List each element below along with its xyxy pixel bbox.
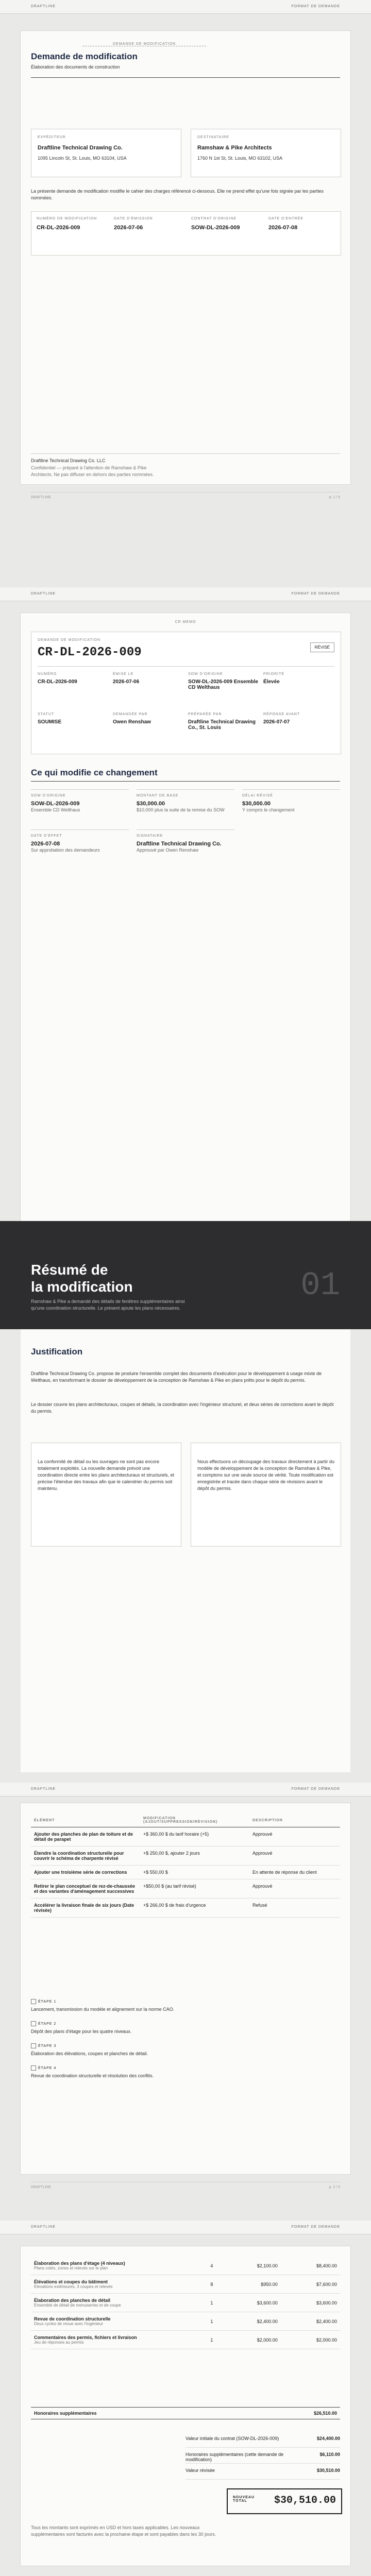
detail-cell-label: STATUT (38, 713, 55, 716)
justification-col-1-text: La conformité de détail ou les ouvrages ne sont pas encore totalement exploités. La nouvelle demande prévoit une coordination directe entre les plans architecturaux et structurels, et précise l'étendue des travaux afin que le calendrier du permis soit maintenu. (38, 1459, 175, 1491)
footer-brand: DRAFTLINE (31, 2185, 51, 2189)
footer-page: p. 1 / 5 (329, 496, 340, 499)
from-card (31, 129, 181, 177)
detail-cell (263, 713, 333, 725)
table-row (31, 2275, 340, 2294)
table-cell: $3,600.00 (316, 2300, 337, 2306)
grand-total-value: $30,510.00 (274, 2495, 336, 2506)
reference-grid (31, 211, 341, 256)
subtotal-label: Honoraires supplémentaires (34, 2411, 97, 2416)
banner-number: 01 (300, 1267, 340, 1304)
summary-cell-label: SIGNATAIRE (137, 834, 163, 838)
detail-cell (38, 672, 108, 685)
list-item-key: ÉTAPE 2 (38, 2022, 57, 2026)
checkbox-icon (31, 1999, 36, 2004)
changes-section-title: Ce qui modifie ce changement (31, 768, 158, 777)
details-number: CR-DL-2026-009 (38, 646, 142, 659)
list-item-text: Élaboration des élévations, coupes et planches de détail. (31, 2051, 148, 2056)
justification-sheet (21, 1329, 350, 1772)
checkbox-icon (31, 2065, 36, 2071)
summary-cell-value: 2026-07-08 (31, 841, 60, 847)
invoice-item-sub: Jeu de réponses au permis (34, 2340, 84, 2345)
table-cell (31, 2257, 202, 2275)
ref-contract-value: SOW-DL-2026-009 (191, 225, 240, 231)
table-cell: Ajouter une troisième série de corrections (34, 1870, 127, 1875)
detail-cell (263, 672, 333, 685)
invoice-item: Commentaires des permis, fichiers et livraison (34, 2335, 137, 2340)
header-right: FORMAT DE DEMANDE (291, 1787, 340, 1791)
table-cell: Approuvé (252, 1832, 273, 1837)
to-label: DESTINATAIRE (197, 135, 229, 139)
detail-cell-value: CR-DL-2026-009 (38, 679, 77, 685)
table-cell: $2,400.00 (316, 2318, 337, 2324)
table-cell: 4 (210, 2263, 213, 2268)
to-address: 1760 N 1st St, St. Louis, MO 63102, USA (197, 156, 283, 161)
changes-sheet (21, 1803, 350, 2174)
header-left: DRAFTLINE (31, 1787, 56, 1791)
footer-page: p. 2 / 5 (329, 2185, 340, 2189)
table-row (31, 2294, 340, 2312)
list-item (31, 2065, 340, 2079)
detail-cell (113, 713, 183, 725)
table-cell (31, 2294, 202, 2312)
ref-issue-date (114, 217, 183, 231)
list-item (31, 2021, 340, 2035)
banner-title-2: la modification (31, 1279, 133, 1295)
page-footer-3 (31, 2182, 340, 2189)
ref-effective-label: DATE D'ENTRÉE (268, 217, 303, 221)
ref-number (37, 217, 106, 231)
summary-cell-value: $30,000.00 (137, 801, 165, 807)
summary-banner (0, 1221, 371, 1329)
list-item-key: ÉTAPE 3 (38, 2044, 57, 2048)
list-item (31, 2043, 340, 2057)
banner-desc: Ramshaw & Pike a demandé des détails de fenêtres supplémentaires ainsi qu'une coordination structurelle. Le présent ajoute les plans nécessaires. (31, 1299, 185, 1311)
table-cell: Retirer le plan conceptuel de rez-de-chaussée et des variantes d'aménagement successives (34, 1884, 136, 1894)
invoice-item-sub: Elevations extérieures, 3 coupes et relevés (34, 2284, 113, 2289)
summary-cell (137, 829, 234, 854)
justification-col-2-text: Nous effectuons un découpage des travaux directement à partir du modèle de développement de la conception de Ramshaw & Pike, et comptons sur une seule source de vérité. Toute modification est enregistrée et tracée dans chaque série de révisions avant le dépôt du permis. (197, 1459, 335, 1491)
details-card (31, 632, 341, 754)
summary-cell (31, 789, 129, 814)
grand-total-label: NOUVEAU TOTAL (233, 2496, 255, 2503)
details-sheet (21, 613, 350, 1221)
invoice-sheet (21, 2246, 350, 2566)
summary-cell-label: SOW D'ORIGINE (31, 794, 66, 798)
checkbox-icon (31, 2021, 36, 2026)
total-line-value: $24,400.00 (316, 2436, 340, 2441)
justification-col-2 (191, 1443, 341, 1547)
total-line-label: Honoraires supplémentaires (cette demande de modification) (185, 2452, 284, 2462)
list-item-key: ÉTAPE 4 (38, 2066, 57, 2070)
table-cell: 8 (210, 2281, 213, 2287)
detail-cell-label: DEMANDÉE PAR (113, 713, 148, 716)
total-line-value: $6,110.00 (319, 2452, 340, 2457)
table-cell: $950.00 (261, 2281, 278, 2287)
header-left: DRAFTLINE (31, 592, 56, 596)
total-line (185, 2432, 340, 2448)
ref-contract (191, 217, 261, 231)
ref-effective-value: 2026-07-08 (268, 225, 298, 231)
to-card (191, 129, 341, 177)
detail-cell-value: SOUMISE (38, 719, 62, 725)
revised-button[interactable]: RÉVISÉ (310, 642, 334, 652)
subtotal-value: $26,510.00 (313, 2411, 337, 2416)
details-title-label: DEMANDE DE MODIFICATION (38, 638, 101, 642)
invoice-item: Élaboration des planches de détail (34, 2298, 111, 2303)
ref-number-value: CR-DL-2026-009 (37, 225, 80, 231)
cover-sheet (21, 31, 350, 484)
list-item-label (31, 1999, 340, 2004)
summary-cell-note: Ensemble CD Welthaus (31, 807, 80, 812)
table-cell: $3,600.00 (257, 2300, 278, 2306)
invoice-item: Élévations et coupes du bâtiment (34, 2279, 108, 2284)
from-address: 1095 Lincoln St, St. Louis, MO 63104, USA (38, 156, 127, 161)
justification-p2: Le dossier couvre les plans architecturaux, coupes et détails, la coordination avec l'ingénieur structurel, et deux séries de corrections avant le dépôt du permis. (31, 1402, 334, 1414)
footer-brand: DRAFTLINE (31, 496, 51, 499)
table-cell: +$ 250,00 $, ajouter 2 jours (143, 1851, 200, 1856)
list-item-text: Dépôt des plans d'étage pour les quatre niveaux. (31, 2029, 132, 2034)
table-cell (31, 2331, 202, 2349)
list-item-key: ÉTAPE 1 (38, 1999, 57, 2004)
from-label: EXPÉDITEUR (38, 135, 66, 139)
table-row (31, 1866, 340, 1879)
changes-header-desc: DESCRIPTION (252, 1818, 283, 1822)
table-cell: $8,400.00 (316, 2263, 337, 2268)
list-item (31, 1999, 340, 2013)
list-item-label (31, 2065, 340, 2071)
table-row (31, 2331, 340, 2349)
summary-cell (242, 789, 340, 814)
cover-kicker: DEMANDE DE MODIFICATION (82, 42, 206, 46)
table-row (31, 2257, 340, 2275)
detail-cell-value: Élevée (263, 679, 280, 685)
invoice-item: Revue de coordination structurelle (34, 2316, 111, 2321)
table-cell: 1 (210, 2337, 213, 2343)
table-row (31, 1899, 340, 1918)
totals-block (185, 2432, 340, 2480)
cover-subtitle: Élaboration des documents de construction (31, 64, 120, 70)
table-cell: +$ 550,00 $ (143, 1870, 168, 1875)
summary-cell-note: Sur approbation des demandeurs (31, 848, 100, 853)
detail-cell-label: PRÉPARÉE PAR (188, 713, 222, 716)
header-right: FORMAT DE DEMANDE (291, 592, 340, 596)
detail-cell-label: NUMÉRO (38, 672, 57, 676)
invoice-note: Tous les montants sont exprimés en USD et hors taxes applicables. Les nouveaux supplémentaires sont facturés avec la prochaine étape et sont payables dans les 30 jours. (31, 2525, 216, 2537)
table-cell: Étendre la coordination structurelle pour couvrir le schéma de charpente révisé (34, 1851, 124, 1861)
detail-cell-label: ÉMISE LE (113, 672, 134, 676)
table-cell (31, 2275, 202, 2294)
detail-cell-value: Draftline Technical Drawing Co., St. Louis (188, 719, 256, 731)
justification-col-1 (31, 1443, 181, 1547)
summary-cell-value: SOW-DL-2026-009 (31, 801, 80, 807)
table-cell: Approuvé (252, 1851, 273, 1856)
summary-cell-note: Y compris le changement (242, 807, 295, 812)
table-row (31, 1827, 340, 1846)
subtotal-row (31, 2407, 340, 2419)
summary-cell (137, 789, 234, 814)
cover-confidential-1: Confidentiel — préparé à l'attention de Ramshaw & Pike (31, 465, 147, 470)
total-line-value: $30,510.00 (316, 2468, 340, 2473)
cover-confidential-2: Architects. Ne pas diffuser en dehors des parties nommées. (31, 472, 154, 477)
total-line-label: Valeur révisée (185, 2468, 215, 2473)
table-cell: En attente de réponse du client (252, 1870, 317, 1875)
summary-cell-value: Draftline Technical Drawing Co. (137, 841, 222, 847)
detail-cell (38, 713, 108, 725)
table-cell: Refusé (252, 1903, 267, 1908)
page-header-4 (0, 2221, 371, 2234)
changes-table (31, 1814, 340, 1918)
summary-cell-label: MONTANT DE BASE (137, 794, 179, 798)
header-right: FORMAT DE DEMANDE (291, 2225, 340, 2229)
changes-header-item: ÉLÉMENT (34, 1818, 55, 1822)
table-row (31, 1846, 340, 1866)
grand-total-box (227, 2488, 342, 2514)
invoice-item: Élaboration des plans d'étage (4 niveaux) (34, 2261, 125, 2266)
detail-cell-value: Owen Renshaw (113, 719, 151, 725)
table-cell: +$ 266,00 $ de frais d'urgence (143, 1903, 206, 1908)
table-cell: 1 (210, 2300, 213, 2306)
banner-title-1: Résumé de (31, 1262, 108, 1278)
detail-cell-value: 2026-07-06 (113, 679, 140, 685)
summary-cell-label: DÉLAI RÉVISÉ (242, 794, 273, 798)
header-left: DRAFTLINE (31, 2225, 56, 2229)
table-cell: +$ 360,00 $ du tarif horaire (+5) (143, 1832, 209, 1837)
notes-list (31, 1999, 340, 2088)
page-footer-1 (31, 492, 340, 499)
invoice-table (31, 2257, 340, 2349)
total-line-label: Valeur initiale du contrat (SOW-DL-2026-009) (185, 2436, 279, 2441)
detail-cell (113, 672, 183, 685)
summary-cell (31, 829, 129, 854)
invoice-item-sub: Deux cycles de revue avec l'ingénieur (34, 2321, 104, 2326)
ref-issue-label: DATE D'ÉMISSION (114, 217, 153, 221)
invoice-item-sub: Plans cotés, zones et relevés sur le plan (34, 2266, 108, 2270)
table-cell: $2,000.00 (257, 2337, 278, 2343)
invoice-item-sub: Ensemble de détail de menuiseries et de coupe (34, 2303, 121, 2308)
table-cell: $7,600.00 (316, 2281, 337, 2287)
detail-cell-label: PRIORITÉ (263, 672, 285, 676)
details-band-label: CR MEMO (175, 620, 196, 624)
detail-cell (188, 672, 258, 690)
page-header-3 (0, 1783, 371, 1797)
detail-cell-label: SOW D'ORIGINE (188, 672, 223, 676)
table-cell: 1 (210, 2318, 213, 2324)
ref-issue-value: 2026-07-06 (114, 225, 143, 231)
table-cell: Accélérer la livraison finale de six jours (Date révisée) (34, 1903, 134, 1913)
table-cell: $2,100.00 (257, 2263, 278, 2268)
detail-cell (188, 713, 258, 731)
total-line (185, 2464, 340, 2480)
summary-cell-value: $30,000.00 (242, 801, 271, 807)
table-cell (31, 2312, 202, 2331)
list-item-text: Revue de coordination structurelle et résolution des conflits. (31, 2073, 154, 2078)
page-header (0, 0, 371, 14)
to-name: Ramshaw & Pike Architects (197, 145, 272, 151)
table-row (31, 2312, 340, 2331)
list-item-text: Lancement, transmission du modèle et alignement sur la norme CAO. (31, 2007, 175, 2012)
from-name: Draftline Technical Drawing Co. (38, 145, 123, 151)
page-header-2 (0, 587, 371, 601)
cover-title: Demande de modification (31, 52, 138, 61)
summary-cell-note: $10,000 plus la suite de la remise du SOW (137, 807, 225, 812)
cover-company: Draftline Technical Drawing Co. LLC (31, 458, 106, 463)
justification-p1: Draftline Technical Drawing Co. propose de produire l'ensemble complet des documents d'exécution pour le développement à usage mixte de Welthaus, en transformant le dossier de développement de la conception de Ramshaw & Pike en plans prêts pour le dépôt du permis. (31, 1371, 322, 1383)
total-line (185, 2448, 340, 2464)
header-right: FORMAT DE DEMANDE (291, 5, 340, 8)
summary-cell-label: DATE D'EFFET (31, 834, 62, 838)
ref-number-label: NUMÉRO DE MODIFICATION (37, 217, 97, 221)
list-item-label (31, 2021, 340, 2026)
detail-cell-value: 2026-07-07 (263, 719, 290, 725)
table-cell: $2,000.00 (316, 2337, 337, 2343)
header-left: DRAFTLINE (31, 5, 56, 8)
table-row (31, 1879, 340, 1899)
checkbox-icon (31, 2043, 36, 2048)
table-cell: Ajouter des planches de plan de toiture et de détail de parapet (34, 1832, 133, 1842)
table-cell: Approuvé (252, 1884, 273, 1889)
cover-intro: La présente demande de modification modifie le cahier des charges référencé ci-dessous. Elle ne prend effet qu'une fois signée par les parties nommées. (31, 189, 324, 200)
table-cell: $2,400.00 (257, 2318, 278, 2324)
table-cell: +$50,00 $ (au tarif révisé) (143, 1884, 196, 1889)
ref-effective (268, 217, 338, 231)
summary-cell-note: Approuvé par Owen Renshaw (137, 848, 199, 853)
list-item-label (31, 2043, 340, 2048)
ref-contract-label: CONTRAT D'ORIGINE (191, 217, 237, 221)
detail-cell-value: SOW-DL-2026-009 Ensemble CD Welthaus (188, 679, 258, 690)
changes-header-change: MODIFICATION (AJOUT/SUPPRESSION/RÉVISION) (143, 1817, 218, 1824)
justification-title: Justification (31, 1347, 83, 1357)
detail-cell-label: RÉPONSE AVANT (263, 713, 300, 716)
